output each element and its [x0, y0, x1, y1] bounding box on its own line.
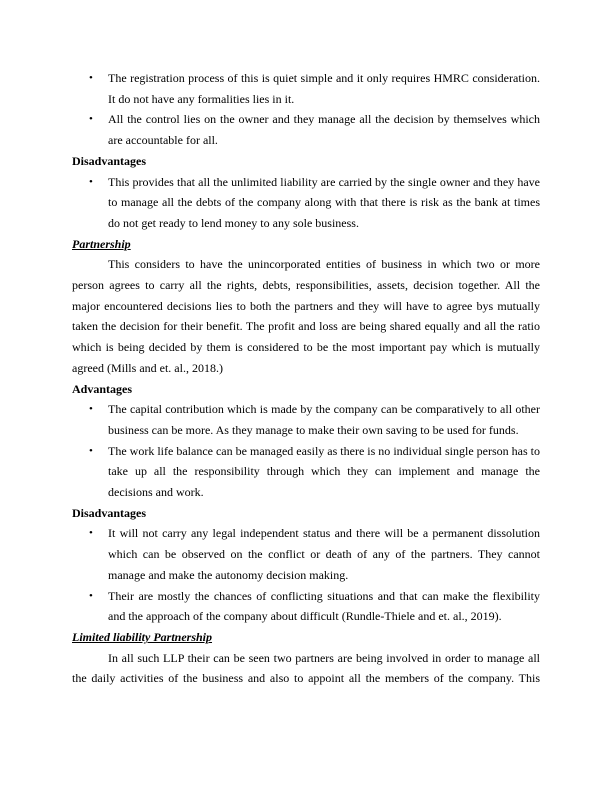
list-item-text: It will not carry any legal independent status and there will be a permanent dissolution which can be observed on the conflict or death of any of the partners. They cannot manage and make the autonomy decision making.: [108, 526, 540, 582]
list-item-text: The work life balance can be managed easily as there is no individual single person has to take up all the responsibility through which they can implement and manage the decisions and work.: [108, 443, 540, 500]
list-item-text: The capital contribution which is made by the company can be comparatively to all other business can be more. As they manage to make their own saving to be used for funds.: [108, 402, 540, 437]
llp-heading: Limited liability Partnership: [72, 629, 213, 644]
bullet-icon: •: [89, 72, 93, 84]
list-item: [72, 172, 540, 234]
advantages-heading: Advantages: [72, 381, 133, 396]
sole-trader-advantages-list: [72, 68, 540, 151]
partnership-body: This considers to have the unincorporated entities of business in which two or more person agrees to carry all the rights, debts, responsibilities, assets, decision together. All the major encountered decisions lies to both the partners and they will have to agree bys mutually taken the decision for their benefit. The profit and loss are being shared equally and all the ratio which is being decided by them is considered to be the most important pay which is mutually agreed (Mills and et. al., 2018.): [72, 257, 540, 375]
list-item-text: The registration process of this is quiet simple and it only requires HMRC consideration. It do not have any formalities lies in it.: [108, 71, 540, 106]
bullet-icon: •: [89, 589, 93, 602]
bullet-icon: •: [89, 403, 93, 416]
list-item-text: Their are mostly the chances of conflicting situations and that can make the flexibility and the approach of the company about difficult (Rundle-Thiele and et. al., 2019).: [108, 588, 540, 624]
partnership-advantages-list: [72, 399, 540, 503]
sole-trader-disadvantages-list: [72, 172, 540, 234]
llp-body: In all such LLP their can be seen two partners are being involved in order to manage all the daily activities of the business and also to appoint all the members of the company. This: [72, 650, 540, 686]
partnership-heading: Partnership: [72, 236, 131, 251]
bullet-icon: •: [89, 527, 93, 540]
document-page: [72, 68, 540, 689]
list-item: [72, 441, 540, 503]
disadvantages-heading: Disadvantages: [72, 153, 147, 168]
bullet-icon: •: [89, 444, 93, 457]
list-item-text: This provides that all the unlimited liability are carried by the single owner and they have to manage all the debts of the company along with that there is risk as the bank at times do not get ready to lend money to any sole business.: [108, 174, 540, 230]
disadvantages-heading: Disadvantages: [72, 505, 147, 520]
partnership-disadvantages-list: [72, 523, 540, 627]
list-item: [72, 68, 540, 109]
list-item: [72, 586, 540, 627]
list-item-text: All the control lies on the owner and they manage all the decision by themselves which are accountable for all.: [108, 112, 540, 148]
bullet-icon: •: [89, 175, 93, 188]
list-item: [72, 523, 540, 585]
list-item: [72, 109, 540, 150]
bullet-icon: •: [89, 113, 93, 126]
list-item: [72, 399, 540, 440]
